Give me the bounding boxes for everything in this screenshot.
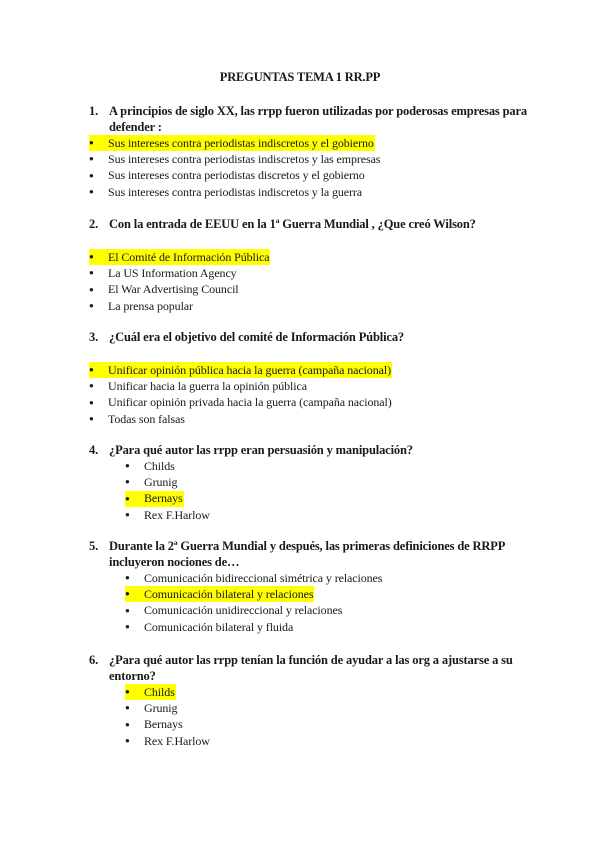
question-number: 2. <box>89 217 99 231</box>
option <box>89 733 529 749</box>
options-list <box>89 458 529 523</box>
question-number: 1. <box>89 104 99 118</box>
option-text: Rex F.Harlow <box>144 507 210 522</box>
option-text: Comunicación unidireccional y relaciones <box>144 603 343 618</box>
question-header <box>89 652 529 684</box>
option-text: Bernays <box>144 717 183 732</box>
question-header <box>89 216 529 232</box>
question-text: Durante la 2ª Guerra Mundial y después, las primeras definiciones de RRPP incluyeron nociones de… <box>109 539 505 569</box>
bullet-icon: ● <box>89 187 94 197</box>
question-number: 3. <box>89 330 99 344</box>
bullet-icon: ● <box>125 493 130 503</box>
option-text: Comunicación bilateral y relaciones <box>144 586 314 601</box>
options-list <box>89 135 529 200</box>
options-list <box>89 249 529 314</box>
option <box>89 458 529 474</box>
question-6 <box>89 652 529 749</box>
bullet-icon: ● <box>89 381 94 391</box>
option-text: El Comité de Información Pública <box>108 249 270 264</box>
question-header <box>89 329 529 345</box>
bullet-icon: ● <box>125 736 130 746</box>
option-text: La US Information Agency <box>108 265 237 280</box>
option-correct <box>89 135 529 151</box>
option <box>89 151 529 167</box>
option-text: El War Advertising Council <box>108 282 239 297</box>
question-2 <box>89 216 529 314</box>
page-title: PREGUNTAS TEMA 1 RR.PP <box>219 70 381 84</box>
bullet-icon: ● <box>125 589 130 599</box>
bullet-icon: ● <box>125 510 130 520</box>
option-text: Bernays <box>144 491 183 506</box>
option-text: Todas son falsas <box>108 411 185 426</box>
option <box>89 619 529 635</box>
option-text: Grunig <box>144 700 178 715</box>
option <box>89 265 529 281</box>
options-list <box>89 570 529 635</box>
bullet-icon: ● <box>125 622 130 632</box>
question-header <box>89 442 529 458</box>
bullet-icon: ● <box>125 573 130 583</box>
bullet-icon: ● <box>89 138 94 148</box>
option-text: Childs <box>144 458 175 473</box>
option <box>89 700 529 716</box>
option-text: Comunicación bilateral y fluida <box>144 619 294 634</box>
option <box>89 282 529 298</box>
option-text: Rex F.Harlow <box>144 733 210 748</box>
option-correct <box>89 249 529 265</box>
options-list <box>89 362 529 427</box>
question-text: ¿Para qué autor las rrpp tenían la función de ayudar a las org a ajustarse a su entorno? <box>109 653 513 683</box>
option-text: Unificar hacia la guerra la opinión pública <box>108 378 307 393</box>
bullet-icon: ● <box>89 154 94 164</box>
option <box>89 378 529 394</box>
question-1 <box>89 103 529 200</box>
question-header <box>89 538 529 570</box>
question-text: ¿Cuál era el objetivo del comité de Información Pública? <box>109 330 405 344</box>
question-number: 6. <box>89 653 99 667</box>
option-correct <box>89 491 529 507</box>
bullet-icon: ● <box>89 414 94 424</box>
option-text: Comunicación bidireccional simétrica y relaciones <box>144 570 383 585</box>
bullet-icon: ● <box>89 301 94 311</box>
question-4 <box>89 442 529 523</box>
option <box>89 168 529 184</box>
question-text: ¿Para qué autor las rrpp eran persuasión y manipulación? <box>109 443 413 457</box>
option <box>89 474 529 490</box>
bullet-icon: ● <box>89 268 94 278</box>
question-number: 5. <box>89 539 99 553</box>
option <box>89 395 529 411</box>
bullet-icon: ● <box>125 703 130 713</box>
bullet-icon: ● <box>125 605 130 615</box>
option-correct <box>89 586 529 602</box>
bullet-icon: ● <box>89 252 94 262</box>
option-text: La prensa popular <box>108 298 193 313</box>
option <box>89 717 529 733</box>
bullet-icon: ● <box>125 477 130 487</box>
option-correct <box>89 362 529 378</box>
bullet-icon: ● <box>125 719 130 729</box>
option-text: Sus intereses contra periodistas indiscretos y las empresas <box>108 151 381 166</box>
bullet-icon: ● <box>125 687 130 697</box>
option <box>89 570 529 586</box>
bullet-icon: ● <box>125 461 130 471</box>
option-text: Sus intereses contra periodistas discretos y el gobierno <box>108 168 365 183</box>
question-3 <box>89 329 529 427</box>
question-5 <box>89 538 529 635</box>
bullet-icon: ● <box>89 397 94 407</box>
option-text: Unificar opinión pública hacia la guerra (campaña nacional) <box>108 362 391 377</box>
options-list <box>89 684 529 749</box>
option-text: Unificar opinión privada hacia la guerra (campaña nacional) <box>108 395 392 410</box>
bullet-icon: ● <box>89 284 94 294</box>
bullet-icon: ● <box>89 365 94 375</box>
option-text: Childs <box>144 684 175 699</box>
question-header <box>89 103 529 135</box>
question-text: Con la entrada de EEUU en la 1ª Guerra Mundial , ¿Que creó Wilson? <box>109 217 476 231</box>
question-text: A principios de siglo XX, las rrpp fueron utilizadas por poderosas empresas para defender : <box>109 104 528 134</box>
option <box>89 184 529 200</box>
question-number: 4. <box>89 443 99 457</box>
option-correct <box>89 684 529 700</box>
option-text: Sus intereses contra periodistas indiscretos y el gobierno <box>108 135 374 150</box>
option <box>89 411 529 427</box>
option-text: Sus intereses contra periodistas indiscretos y la guerra <box>108 184 362 199</box>
bullet-icon: ● <box>89 170 94 180</box>
option-text: Grunig <box>144 474 178 489</box>
option <box>89 507 529 523</box>
option <box>89 603 529 619</box>
option <box>89 298 529 314</box>
